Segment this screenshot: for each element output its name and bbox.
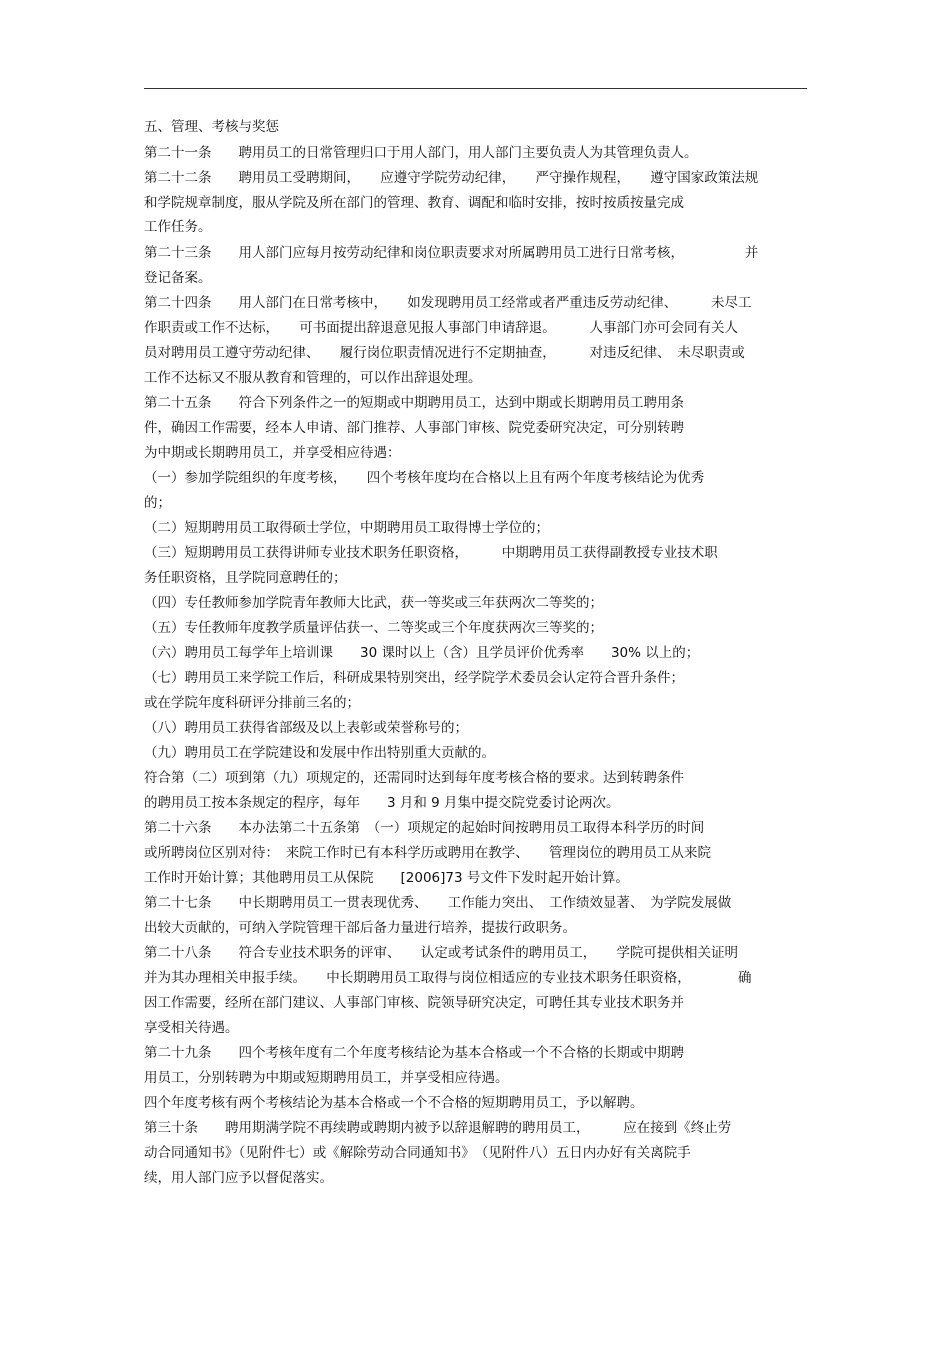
article-30-line-2: 动合同通知书》（见附件七）或《解除劳动合同通知书》 （见附件八）五日内办好有关离院手: [144, 1145, 691, 1161]
condition-4: （四）专任教师参加学院青年教师大比武，获一等奖或三年获两次二等奖的；: [144, 595, 603, 611]
article-24: 第二十四条 用人部门在日常考核中， 如发现聘用员工经常或者严重违反劳动纪律、 未尽工: [144, 295, 752, 311]
article-22-line-3: 工作任务。: [144, 219, 212, 235]
condition-2: （二）短期聘用员工取得硕士学位，中期聘用员工取得博士学位的；: [144, 520, 549, 536]
condition-7-line-2: 或在学院年度科研评分排前三名的；: [144, 695, 360, 711]
article-27-line-2: 出较大贡献的，可纳入学院管理干部后备力量进行培养，提拔行政职务。: [144, 920, 576, 936]
article-30-line-3: 续，用人部门应予以督促落实。: [144, 1170, 333, 1186]
top-rule: [144, 88, 807, 89]
article-22-line-2: 和学院规章制度，服从学院及所在部门的管理、教育、调配和临时安排，按时按质按量完成: [144, 195, 684, 211]
article-22: 第二十二条 聘用员工受聘期间， 应遵守学院劳动纪律， 严守操作规程， 遵守国家政策法规: [144, 170, 759, 186]
article-26-line-2: 或所聘岗位区别对待： 来院工作时已有本科学历或聘用在教学、 管理岗位的聘用员工从来院: [144, 845, 711, 861]
condition-1-line-2: 的；: [144, 495, 171, 511]
article-30: 第三十条 聘用期满学院不再续聘或聘期内被予以辞退解聘的聘用员工， 应在接到《终止劳: [144, 1120, 732, 1136]
article-29-line-3: 四个年度考核有两个考核结论为基本合格或一个不合格的短期聘用员工，予以解聘。: [144, 1095, 644, 1111]
condition-3-line-2: 务任职资格，且学院同意聘任的；: [144, 570, 347, 586]
article-25-note-line-2: 的聘用员工按本条规定的程序，每年 3 月和 9 月集中提交院党委讨论两次。: [144, 795, 620, 811]
condition-6: （六）聘用员工每学年上培训课 30 课时以上（含）且学员评价优秀率 30% 以上的；: [144, 645, 700, 661]
article-26-line-3: 工作时开始计算；其他聘用员工从保院 [2006]73 号文件下发时起开始计算。: [144, 870, 629, 886]
article-29-line-2: 用员工，分别转聘为中期或短期聘用员工，并享受相应待遇。: [144, 1070, 509, 1086]
article-28-line-3: 因工作需要，经所在部门建议、人事部门审核、院领导研究决定，可聘任其专业技术职务并: [144, 995, 684, 1011]
article-25-line-2: 件，确因工作需要，经本人申请、部门推荐、人事部门审核、院党委研究决定，可分别转聘: [144, 420, 684, 436]
condition-1: （一）参加学院组织的年度考核， 四个考核年度均在合格以上且有两个年度考核结论为优秀: [144, 470, 705, 486]
article-25-note: 符合第（二）项到第（九）项规定的，还需同时达到每年度考核合格的要求。达到转聘条件: [144, 770, 684, 786]
article-24-line-2: 作职责或工作不达标， 可书面提出辞退意见报人事部门申请辞退。 人事部门亦可会同有关人: [144, 320, 738, 336]
condition-5: （五）专任教师年度教学质量评估获一、二等奖或三个年度获两次三等奖的；: [144, 620, 603, 636]
article-24-line-3: 员对聘用员工遵守劳动纪律、 履行岗位职责情况进行不定期抽查， 对违反纪律、 未尽职责或: [144, 345, 745, 361]
article-26: 第二十六条 本办法第二十五条第 （一）项规定的起始时间按聘用员工取得本科学历的时间: [144, 820, 705, 836]
article-23-line-2: 登记备案。: [144, 270, 212, 286]
article-28: 第二十八条 符合专业技术职务的评审、 认定或考试条件的聘用员工， 学院可提供相关证明: [144, 945, 738, 961]
article-25-line-3: 为中期或长期聘用员工，并享受相应待遇：: [144, 445, 401, 461]
article-24-line-4: 工作不达标又不服从教育和管理的，可以作出辞退处理。: [144, 370, 482, 386]
article-25: 第二十五条 符合下列条件之一的短期或中期聘用员工，达到中期或长期聘用员工聘用条: [144, 395, 684, 411]
condition-7: （七）聘用员工来学院工作后，科研成果特别突出，经学院学术委员会认定符合晋升条件；: [144, 670, 684, 686]
article-23: 第二十三条 用人部门应每月按劳动纪律和岗位职责要求对所属聘用员工进行日常考核， 并: [144, 245, 759, 261]
article-28-line-4: 享受相关待遇。: [144, 1020, 239, 1036]
section-heading: 五、管理、考核与奖惩: [144, 119, 279, 135]
article-28-line-2: 并为其办理相关申报手续。 中长期聘用员工取得与岗位相适应的专业技术职务任职资格， 确: [144, 970, 752, 986]
condition-3: （三）短期聘用员工获得讲师专业技术职务任职资格， 中期聘用员工获得副教授专业技术职: [144, 545, 718, 561]
condition-9: （九）聘用员工在学院建设和发展中作出特别重大贡献的。: [144, 745, 495, 761]
article-21: 第二十一条 聘用员工的日常管理归口于用人部门，用人部门主要负责人为其管理负责人。: [144, 145, 698, 161]
article-29: 第二十九条 四个考核年度有二个年度考核结论为基本合格或一个不合格的长期或中期聘: [144, 1045, 684, 1061]
condition-8: （八）聘用员工获得省部级及以上表彰或荣誉称号的；: [144, 720, 468, 736]
article-27: 第二十七条 中长期聘用员工一贯表现优秀、 工作能力突出、 工作绩效显著、 为学院发展做: [144, 895, 732, 911]
